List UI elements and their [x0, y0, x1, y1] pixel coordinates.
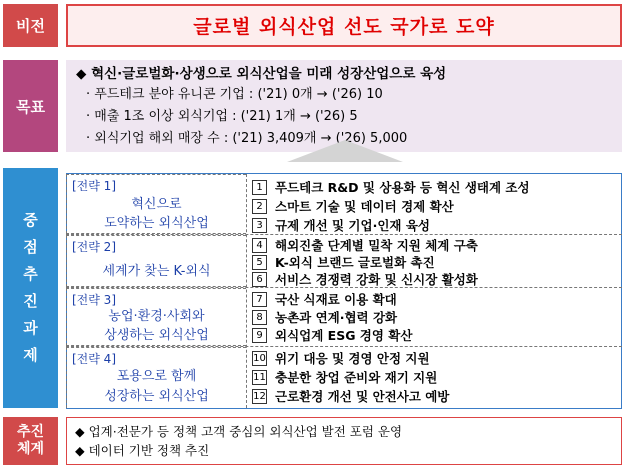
task-item [252, 215, 430, 235]
task-item [252, 289, 397, 309]
strategy-title: 농업·환경·사회와 [108, 309, 205, 324]
task-text: 충분한 창업 준비와 재기 지원 [275, 370, 438, 385]
strategy-tag: [전략 2] [72, 240, 116, 254]
task-text: K-외식 브랜드 글로벌화 촉진 [275, 255, 435, 270]
strategy-1 [66, 174, 246, 234]
divider [246, 174, 247, 408]
system-label [3, 417, 58, 465]
task-number: 3 [252, 218, 267, 233]
vision-box [66, 4, 622, 47]
strategy-title: 포용으로 함께 [116, 369, 197, 384]
task-text: 농촌과 연계·협력 강화 [275, 310, 398, 325]
vision-label: 비전 [3, 4, 58, 47]
task-text: 해외진출 단계별 밀착 지원 체계 구축 [275, 238, 478, 253]
task-number: 1 [252, 180, 267, 195]
system-label-line: 추진 [16, 424, 45, 440]
task-text: 규제 개선 및 기업·인재 육성 [275, 218, 430, 233]
task-number: 12 [253, 390, 266, 402]
strategy-title: 성장하는 외식산업 [104, 389, 209, 404]
vision-text: 글로벌 외식산업 선도 국가로 도약 [193, 16, 495, 38]
task-number: 6 [252, 272, 267, 287]
task-number: 9 [252, 328, 267, 343]
task-item [252, 367, 437, 387]
strategy-title: 세계가 찾는 K-외식 [102, 264, 211, 279]
task-number: 4 [252, 238, 267, 253]
strategy-tag: [전략 3] [72, 293, 116, 307]
task-text: 서비스 경쟁력 강화 및 신시장 활성화 [275, 272, 478, 287]
strategy-2 [66, 235, 246, 287]
system-label-line: 체계 [16, 441, 45, 457]
system-box [66, 417, 622, 465]
up-arrow-icon [287, 140, 403, 162]
strategy-4 [66, 347, 246, 408]
strategy-title: 혁신으로 [131, 197, 182, 212]
goal-target: · 푸드테크 분야 유니콘 기업 : ('21) 0개 → ('26) 10 [86, 87, 383, 102]
task-number: 8 [252, 310, 267, 325]
key-tasks-label-char: 제 [23, 346, 38, 364]
task-number: 5 [252, 255, 267, 270]
task-item [252, 307, 397, 327]
key-tasks-label-char: 추 [23, 265, 38, 283]
system-item: ◆ 데이터 기반 정책 추진 [75, 443, 210, 458]
goal-main: ◆ 혁신·글로벌화·상생으로 외식산업을 미래 성장산업으로 육성 [76, 66, 447, 82]
task-text: 푸드테크 R&D 및 상용화 등 혁신 생태계 조성 [275, 180, 530, 195]
task-number: 2 [252, 199, 267, 214]
goal-target: · 외식기업 해외 매장 수 : ('21) 3,409개 → ('26) 5,000 [86, 131, 408, 146]
strategy-tag: [전략 4] [72, 352, 116, 366]
strategy-title: 상생하는 외식산업 [104, 328, 209, 343]
key-tasks-label-char: 점 [23, 238, 38, 256]
key-tasks-label-char: 진 [23, 292, 38, 310]
task-number: 7 [252, 292, 267, 307]
task-text: 스마트 기술 및 데이터 경제 확산 [275, 199, 454, 214]
task-item [252, 196, 454, 216]
system-item: ◆ 업계·전문가 등 정책 고객 중심의 외식산업 발전 포럼 운영 [75, 424, 403, 439]
task-item [252, 269, 478, 289]
task-item [252, 325, 412, 345]
goal-label: 목표 [3, 60, 58, 152]
strategy-tag: [전략 1] [72, 179, 116, 193]
goal-target: · 매출 1조 이상 외식기업 : ('21) 1개 → ('26) 5 [86, 109, 358, 124]
goal-box [66, 60, 622, 152]
key-tasks-label [3, 168, 58, 408]
task-text: 외식업계 ESG 경영 확산 [275, 328, 413, 343]
task-text: 근로환경 개선 및 안전사고 예방 [275, 389, 450, 404]
task-number: 10 [253, 352, 266, 364]
key-tasks-label-char: 중 [23, 211, 38, 229]
key-tasks-label-char: 과 [23, 319, 38, 337]
task-number: 11 [253, 371, 266, 383]
task-text: 국산 식재료 이용 확대 [275, 292, 397, 307]
strategy-3 [66, 288, 246, 346]
task-item [252, 177, 530, 197]
task-item [252, 386, 449, 406]
task-item [252, 348, 430, 368]
task-text: 위기 대응 및 경영 안정 지원 [275, 351, 430, 366]
strategy-title: 도약하는 외식산업 [104, 216, 209, 231]
